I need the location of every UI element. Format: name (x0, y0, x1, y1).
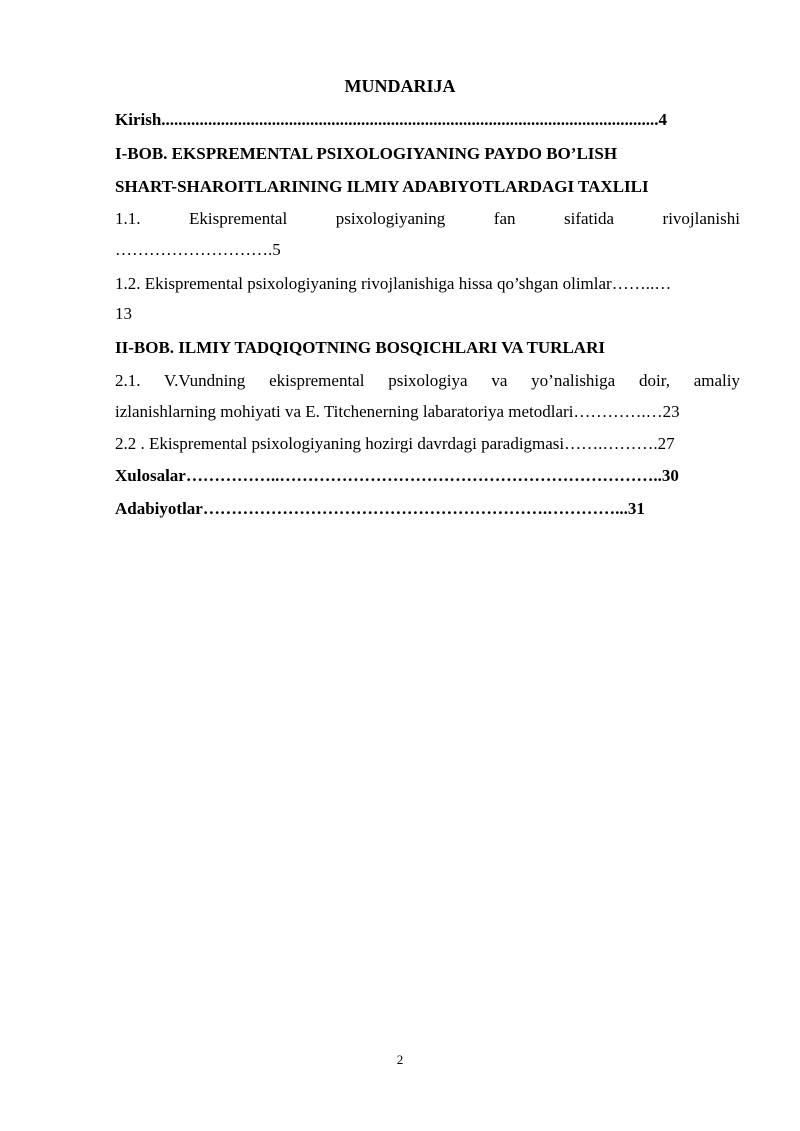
toc-section-1-2-line-2[interactable]: 13 (115, 304, 132, 323)
toc-section-1-1-line-1[interactable] (115, 207, 740, 231)
toc-section-1-1-text: 1.1. Ekispremental psixologiyaning fan sifatida rivojlanishi (115, 209, 740, 228)
page-number: 2 (396, 1052, 404, 1067)
page-title: MUNDARIJA (344, 76, 456, 96)
toc-section-2-1-line-2[interactable]: izlanishlarning mohiyati va E. Titchenerning labaratoriya metodlari………….…23 (115, 402, 680, 421)
toc-section-2-1-text: 2.1. V.Vundning ekispremental psixologiya va yo’nalishiga doir, amaliy (115, 371, 740, 390)
toc-entry-kirish[interactable]: Kirish.....................................................................................................................4 (115, 110, 668, 129)
toc-section-1-1-line-2[interactable]: ……………………….5 (115, 240, 281, 259)
toc-chapter-1-title-line-2[interactable]: SHART-SHAROITLARINING ILMIY ADABIYOTLARDAGI TAXLILI (115, 177, 649, 196)
toc-section-2-1-line-1[interactable] (115, 369, 740, 393)
toc-entry-adabiyotlar[interactable]: Adabiyotlar…………………………………………………….…………...31 (115, 499, 645, 518)
toc-entry-xulosalar[interactable]: Xulosalar……………..…………………………………………………………..30 (115, 466, 679, 485)
toc-chapter-2-title[interactable]: II-BOB. ILMIY TADQIQOTNING BOSQICHLARI VA TURLARI (115, 338, 605, 357)
toc-section-1-2-line-1[interactable]: 1.2. Ekispremental psixologiyaning rivojlanishiga hissa qo’shgan olimlar……..… (115, 274, 672, 293)
toc-section-2-2[interactable]: 2.2 . Ekispremental psixologiyaning hozirgi davrdagi paradigmasi…….……….27 (115, 434, 675, 453)
toc-chapter-1-title-line-1[interactable]: I-BOB. EKSPREMENTAL PSIXOLOGIYANING PAYDO BO’LISH (115, 144, 618, 163)
